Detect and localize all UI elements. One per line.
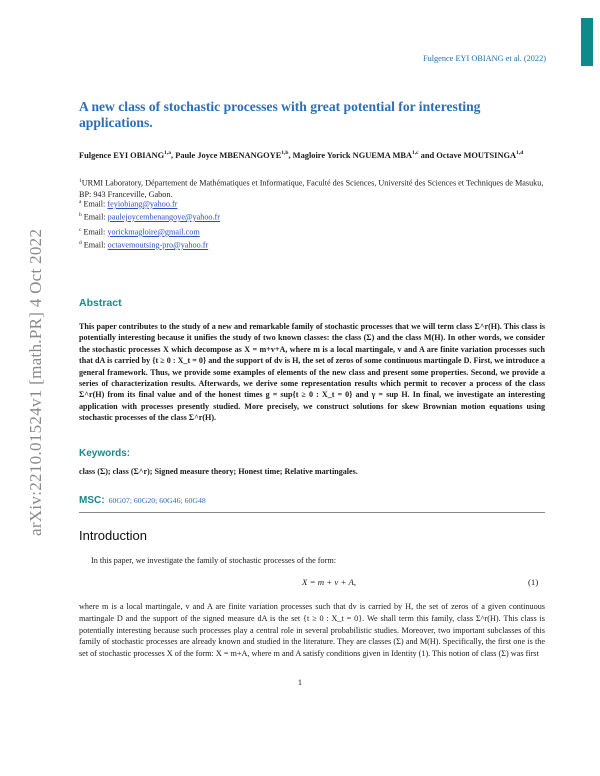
affiliation-superscript: 1	[79, 178, 82, 184]
email-line-d	[79, 240, 208, 250]
author-superscript: 1,c	[412, 150, 419, 156]
email-link[interactable]: yorickmagloire@gmail.com	[107, 227, 200, 237]
introduction-paragraph: where m is a local martingale, v and A are finite variation processes such that dv is carried by H, the set of zeros of a given continuous martingale D and the support of the signed measure dA is the set {t ≥ 0 : X_t = 0}. We shall term this family, class Σ^r(H). This class is potentially interesting because such processes play a central role in several probabilistic studies. Moreover, two important subclasses of this family of stochastic processes are already known and studied in the literature. They are classes (Σ) and M(H). Specifically, the first one is the set of stochastic processes X of the form: X = m+A, where m and A satisfy conditions given in Identity (1). This notion of class (Σ) was first	[79, 602, 545, 659]
keywords-heading: Keywords:	[79, 448, 131, 459]
email-link[interactable]: paulejoycembenangoye@yahoo.fr	[107, 212, 221, 222]
equation-number[interactable]: (1)	[528, 577, 539, 587]
corner-color-tab	[581, 18, 593, 66]
email-link[interactable]: feyiobiang@yahoo.fr	[107, 199, 178, 209]
email-line-b	[79, 212, 220, 222]
author-superscript: 1,b	[281, 150, 289, 156]
email-label: Email:	[81, 227, 108, 237]
author-superscript: 1,d	[516, 150, 524, 156]
introduction-paragraph: In this paper, we investigate the family of stochastic processes of the form:	[91, 556, 336, 565]
section-divider	[79, 512, 545, 513]
author-name: and Octave MOUTSINGA	[418, 150, 517, 160]
affiliation	[79, 176, 545, 201]
email-label: Email:	[81, 240, 108, 250]
arxiv-identifier-stamp: arXiv:2210.01524v1 [math.PR] 4 Oct 2022	[26, 228, 45, 536]
email-line-c	[79, 227, 200, 237]
email-marker: b	[79, 212, 82, 218]
msc-classification	[79, 490, 206, 508]
msc-label: MSC:	[79, 495, 105, 506]
email-marker: c	[79, 227, 82, 233]
equation-body: X = m + v + A,	[302, 577, 357, 587]
keywords-list: class (Σ); class (Σ^r); Signed measure theory; Honest time; Relative martingales.	[79, 467, 358, 476]
abstract-heading: Abstract	[79, 297, 122, 309]
email-label: Email:	[81, 199, 108, 209]
email-label: Email:	[81, 212, 108, 222]
author-name: Fulgence EYI OBIANG	[79, 150, 165, 160]
abstract-body: This paper contributes to the study of a new and remarkable family of stochastic processes that we will term class Σ^r(H). This class is potentially interesting because it unifies the study of two known classes: the class (Σ) and the class M(H). In other words, we consider the stochastic processes X which decompose as X = m+v+A, where m is a local martingale, v and A are finite variation processes such that dA is carried by {t ≥ 0 : X_t = 0} and the support of dv is H, the set of zeros of some continuous martingale D. First, we introduce a general framework. Thus, we provide some examples of elements of the new class and present some properties. Second, we provide a series of characterization results. Afterwards, we derive some representation results which permit to recover a process of the class Σ^r(H) from its final value and of the honest times g = sup{t ≥ 0 : X_t = 0} and γ = sup H. In final, we investigate an interesting application with processes presently studied. More precisely, we construct solutions for skew Brownian motion equations using stochastic processes of the class Σ^r(H).	[79, 322, 545, 423]
email-line-a	[79, 199, 177, 209]
author-list	[79, 148, 545, 161]
email-marker: d	[79, 240, 82, 246]
paper-title: A new class of stochastic processes with great potential for interesting applications.	[79, 99, 481, 130]
email-marker: a	[79, 199, 82, 205]
msc-codes[interactable]: 60G07; 60G20; 60G46; 60G48	[108, 496, 206, 505]
page-number: 1	[297, 678, 303, 687]
running-head: Fulgence EYI OBIANG et al. (2022)	[422, 54, 546, 63]
introduction-heading: Introduction	[79, 528, 147, 543]
author-name: , Paule Joyce MBENANGOYE	[171, 150, 282, 160]
author-superscript: 1,a	[164, 150, 172, 156]
author-name: , Magloire Yorick NGUEMA MBA	[288, 150, 412, 160]
email-link[interactable]: octavemoutsing-pro@yahoo.fr	[107, 240, 209, 250]
affiliation-text: URMI Laboratory, Département de Mathématiques et Informatique, Faculté des Sciences, Université des Sciences et Techniques de Masuku, BP: 943 Franceville, Gabon.	[79, 178, 544, 200]
